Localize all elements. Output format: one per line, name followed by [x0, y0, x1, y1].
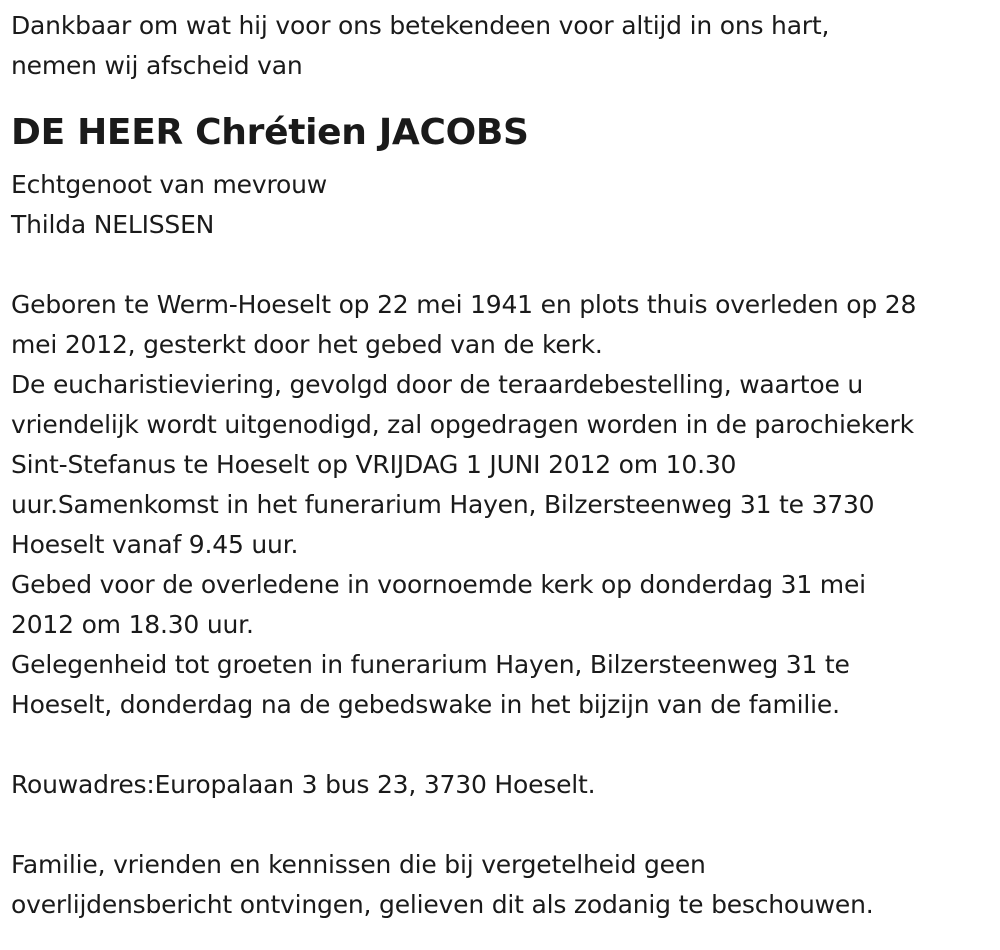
relation-line: Echtgenoot van mevrouw [11, 170, 327, 199]
spouse-name: Thilda NELISSEN [11, 210, 215, 239]
detail-line: Gebed voor de overledene in voornoemde kerk op donderdag 31 mei [11, 570, 866, 599]
spacer [11, 725, 996, 765]
intro-line-2: nemen wij afscheid van [11, 51, 303, 80]
detail-line: vriendelijk wordt uitgenodigd, zal opgedragen worden in de parochiekerk [11, 410, 914, 439]
obituary-notice [11, 6, 996, 925]
detail-line: Sint-Stefanus te Hoeselt op VRIJDAG 1 JUNI 2012 om 10.30 [11, 450, 737, 479]
detail-line: 2012 om 18.30 uur. [11, 610, 254, 639]
detail-line: De eucharistieviering, gevolgd door de teraardebestelling, waartoe u [11, 370, 864, 399]
closing-line-2: overlijdensbericht ontvingen, gelieven dit als zodanig te beschouwen. [11, 890, 874, 919]
detail-line: Geboren te Werm-Hoeselt op 22 mei 1941 en plots thuis overleden op 28 [11, 290, 917, 319]
mourning-address: Rouwadres:Europalaan 3 bus 23, 3730 Hoeselt. [11, 770, 596, 799]
spacer [11, 805, 996, 845]
intro-line-1: Dankbaar om wat hij voor ons betekendeen voor altijd in ons hart, [11, 11, 830, 40]
detail-line: Hoeselt vanaf 9.45 uur. [11, 530, 299, 559]
spacer [11, 245, 996, 285]
detail-line: uur.Samenkomst in het funerarium Hayen, Bilzersteenweg 31 te 3730 [11, 490, 875, 519]
detail-line: Gelegenheid tot groeten in funerarium Hayen, Bilzersteenweg 31 te [11, 650, 850, 679]
detail-line: mei 2012, gesterkt door het gebed van de kerk. [11, 330, 603, 359]
detail-line: Hoeselt, donderdag na de gebedswake in het bijzijn van de familie. [11, 690, 840, 719]
closing-line-1: Familie, vrienden en kennissen die bij vergetelheid geen [11, 850, 706, 879]
deceased-name: DE HEER Chrétien JACOBS [11, 112, 529, 153]
